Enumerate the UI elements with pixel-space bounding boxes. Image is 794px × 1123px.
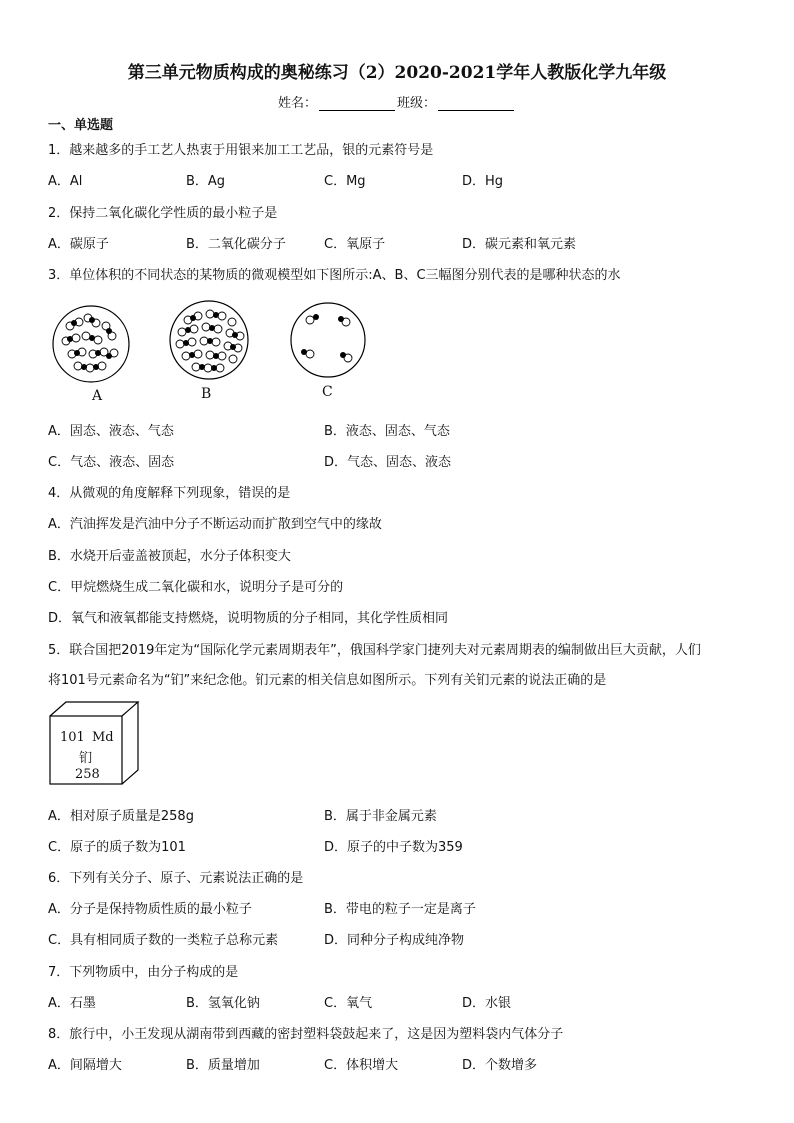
section-heading: 一、单选题 — [48, 118, 114, 133]
q7-option-a[interactable]: A．石墨 — [48, 996, 96, 1011]
question-2: 2．保持二氧化碳化学性质的最小粒子是 — [48, 206, 278, 221]
q6-option-a[interactable]: A．分子是保持物质性质的最小粒子 — [48, 902, 252, 917]
q8-option-b[interactable]: B．质量增加 — [186, 1058, 260, 1073]
question-5-line-2: 将101号元素命名为“钔”来纪念他。钔元素的相关信息如图所示。下列有关钔元素的说法正确的是 — [48, 673, 607, 688]
q4-option-d[interactable]: D．氧气和液氧都能支持燃烧，说明物质的分子相同，其化学性质相同 — [48, 611, 449, 626]
element-number: 101 — [60, 730, 85, 745]
diagram-label-a: A — [92, 388, 103, 404]
question-6: 6．下列有关分子、原子、元素说法正确的是 — [48, 871, 304, 886]
q2-option-a[interactable]: A．碳原子 — [48, 237, 109, 252]
q6-option-b[interactable]: B．带电的粒子一定是离子 — [324, 902, 476, 917]
q2-option-b[interactable]: B．二氧化碳分子 — [186, 237, 286, 252]
q3-option-a[interactable]: A．固态、液态、气态 — [48, 424, 174, 439]
q7-option-d[interactable]: D．水银 — [462, 996, 512, 1011]
page-title: 第三单元物质构成的奥秘练习（2）2020-2021学年人教版化学九年级 — [127, 63, 667, 83]
element-name: 钔 — [79, 751, 93, 766]
name-blank[interactable] — [319, 98, 395, 111]
q8-option-d[interactable]: D．个数增多 — [462, 1058, 538, 1073]
q8-option-a[interactable]: A．间隔增大 — [48, 1058, 122, 1073]
element-mass: 258 — [75, 767, 100, 782]
class-blank[interactable] — [438, 98, 514, 111]
q4-option-c[interactable]: C．甲烷燃烧生成二氧化碳和水，说明分子是可分的 — [48, 580, 344, 595]
q4-option-b[interactable]: B．水烧开后壶盖被顶起，水分子体积变大 — [48, 549, 291, 564]
question-5-line-1: 5．联合国把2019年定为“国际化学元素周期表年”，俄国科学家门捷列夫对元素周期表的编制做出巨大贡献，人们 — [48, 643, 701, 658]
q7-option-c[interactable]: C．氧气 — [324, 996, 373, 1011]
q5-option-d[interactable]: D．原子的中子数为359 — [324, 840, 463, 855]
q5-option-b[interactable]: B．属于非金属元素 — [324, 809, 437, 824]
state-a-circle — [53, 306, 129, 382]
q1-option-d[interactable]: D．Hg — [462, 174, 504, 189]
question-4: 4．从微观的角度解释下列现象，错误的是 — [48, 486, 291, 501]
q1-option-c[interactable]: C．Mg — [324, 174, 366, 189]
name-label: 姓名： — [277, 96, 317, 111]
q8-option-c[interactable]: C．体积增大 — [324, 1058, 399, 1073]
question-1: 1．越来越多的手工艺人热衷于用银来加工工艺品，银的元素符号是 — [48, 143, 434, 158]
diagram-label-c: C — [322, 384, 333, 400]
diagram-label-b: B — [201, 386, 212, 402]
q3-option-c[interactable]: C．气态、液态、固态 — [48, 455, 175, 470]
element-symbol: Md — [92, 730, 114, 745]
q1-option-a[interactable]: A．Al — [48, 174, 83, 189]
state-c-circle — [291, 303, 365, 377]
question-8: 8．旅行中，小王发现从湖南带到西藏的密封塑料袋鼓起来了，这是因为塑料袋内气体分子 — [48, 1027, 564, 1042]
q6-option-c[interactable]: C．具有相同质子数的一类粒子总称元素 — [48, 933, 279, 948]
q3-option-b[interactable]: B．液态、固态、气态 — [324, 424, 450, 439]
q5-option-c[interactable]: C．原子的质子数为101 — [48, 840, 186, 855]
q2-option-d[interactable]: D．碳元素和氧元素 — [462, 237, 577, 252]
q1-option-b[interactable]: B．Ag — [186, 174, 226, 189]
class-label: 班级： — [397, 96, 437, 111]
state-b-circle — [170, 301, 248, 379]
q6-option-d[interactable]: D．同种分子构成纯净物 — [324, 933, 465, 948]
question-3: 3．单位体积的不同状态的某物质的微观模型如下图所示:A、B、C三幅图分别代表的是哪种状态的水 — [48, 268, 621, 283]
name-class-row — [0, 92, 794, 111]
q4-option-a[interactable]: A．汽油挥发是汽油中分子不断运动而扩散到空气中的缘故 — [48, 517, 382, 532]
q7-option-b[interactable]: B．氢氧化钠 — [186, 996, 260, 1011]
q2-option-c[interactable]: C．氧原子 — [324, 237, 386, 252]
question-7: 7．下列物质中，由分子构成的是 — [48, 965, 239, 980]
q5-option-a[interactable]: A．相对原子质量是258g — [48, 809, 194, 824]
q3-option-d[interactable]: D．气态、固态、液态 — [324, 455, 452, 470]
